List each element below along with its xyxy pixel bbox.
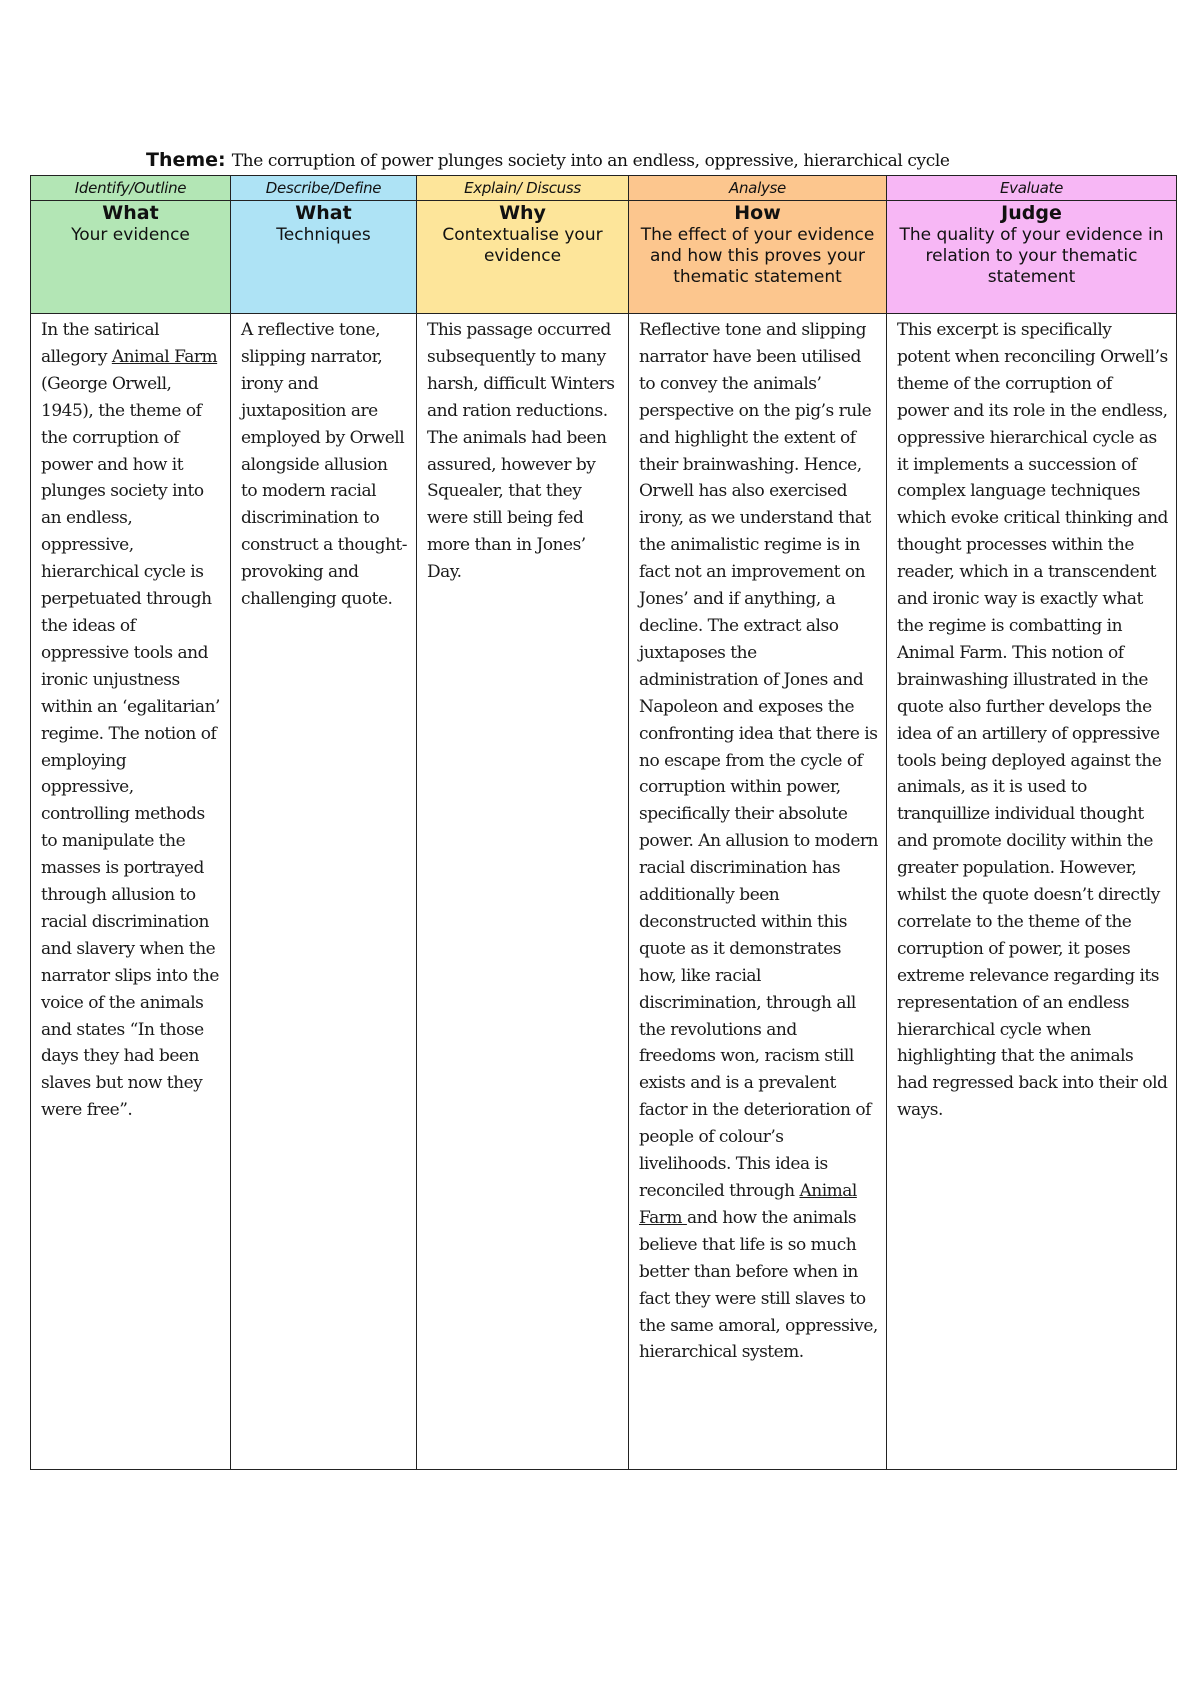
content-row (31, 314, 1177, 1470)
analysis-text-part: Reflective tone and slipping narrator have been utilised to convey the animals’ perspective on the pig’s rule and highlight the extent of their brainwashing. Hence, Orwell has also exercised irony, as we understand that the animalistic regime is in fact not an improvement on Jones’ and if anything, a decline. The extract also juxtaposes the administration of Jones and Napoleon and exposes the confronting idea that there is no escape from the cycle of corruption within power, specifically their absolute power. An allusion to modern racial discrimination has additionally been deconstructed within this quote as it demonstrates how, like racial discrimination, through all the revolutions and freedoms won, racism still exists and is a prevalent factor in the deterioration of people of colour’s livelihoods. This idea is reconciled through (639, 320, 878, 1201)
heading-title: Why (499, 202, 546, 224)
book-title: Animal Farm (111, 346, 218, 367)
heading-subtitle: The effect of your evidence and how this proves your thematic statement (640, 225, 875, 287)
heading-how (629, 201, 887, 314)
category-row (31, 176, 1177, 201)
heading-why (417, 201, 629, 314)
context-cell (417, 314, 629, 1470)
heading-subtitle: Contextualise your evidence (442, 225, 603, 266)
heading-row (31, 201, 1177, 314)
category-analyse: Analyse (629, 176, 887, 201)
analysis-table (30, 175, 1177, 1470)
heading-what-techniques (231, 201, 417, 314)
theme-statement: The corruption of power plunges society into an endless, oppressive, hierarchical cycle (231, 151, 950, 171)
context-text: This passage occurred subsequently to many harsh, difficult Winters and ration reductions. The animals had been assured, however by Squealer, that they were still being fed more than in Jones’ Day. (427, 320, 615, 583)
category-explain-discuss: Explain/ Discuss (417, 176, 629, 201)
category-identify-outline: Identify/Outline (31, 176, 231, 201)
theme-line (146, 148, 1176, 173)
category-describe-define: Describe/Define (231, 176, 417, 201)
evaluation-text: This excerpt is specifically potent when reconciling Orwell’s theme of the corruption of power and its role in the endless, oppressive hierarchical cycle as it implements a succession of complex language techniques which evoke critical thinking and thought processes within the reader, which in a transcendent and ironic way is exactly what the regime is combatting in Animal Farm. This notion of brainwashing illustrated in the quote also further develops the idea of an artillery of oppressive tools being deployed against the animals, as it is used to tranquillize individual thought and promote docility within the greater population. However, whilst the quote doesn’t directly correlate to the theme of the corruption of power, it poses extreme relevance regarding its representation of an endless hierarchical cycle when highlighting that the animals had regressed back into their old ways. (897, 320, 1168, 1121)
techniques-cell (231, 314, 417, 1470)
heading-title: How (734, 202, 781, 224)
evaluation-cell (887, 314, 1177, 1470)
analysis-text (639, 317, 878, 1366)
heading-title: What (295, 202, 352, 224)
heading-subtitle: Techniques (276, 225, 371, 245)
book-title: Animal Farm (639, 1181, 857, 1228)
techniques-text: A reflective tone, slipping narrator, irony and juxtaposition are employed by Orwell alongside allusion to modern racial discrimination to construct a thought-provoking and challenging quote. (241, 320, 408, 610)
evidence-text-part: (George Orwell, 1945), the theme of the corruption of power and how it plunges society into an endless, oppressive, hierarchical cycle is perpetuated through the ideas of oppressive tools and ironic unjustness within an ‘egalitarian’ regime. The notion of employing oppressive, controlling methods to manipulate the masses is portrayed through allusion to racial discrimination and slavery when the narrator slips into the voice of the animals and states “In those days they had been slaves but now they were free”. (41, 373, 220, 1121)
heading-judge (887, 201, 1177, 314)
heading-title: What (102, 202, 159, 224)
evidence-text (41, 317, 222, 1124)
heading-title: Judge (1001, 202, 1062, 224)
heading-subtitle: Your evidence (71, 225, 190, 245)
analysis-cell (629, 314, 887, 1470)
heading-what-evidence (31, 201, 231, 314)
theme-label: Theme: (146, 149, 226, 171)
category-evaluate: Evaluate (887, 176, 1177, 201)
evidence-cell (31, 314, 231, 1470)
analysis-text-part: and how the animals believe that life is so much better than before when in fact they were still slaves to the same amoral, oppressive, hierarchical system. (639, 1207, 878, 1363)
evidence-text-part: In the satirical allegory (41, 320, 160, 367)
heading-subtitle: The quality of your evidence in relation to your thematic statement (899, 225, 1164, 287)
